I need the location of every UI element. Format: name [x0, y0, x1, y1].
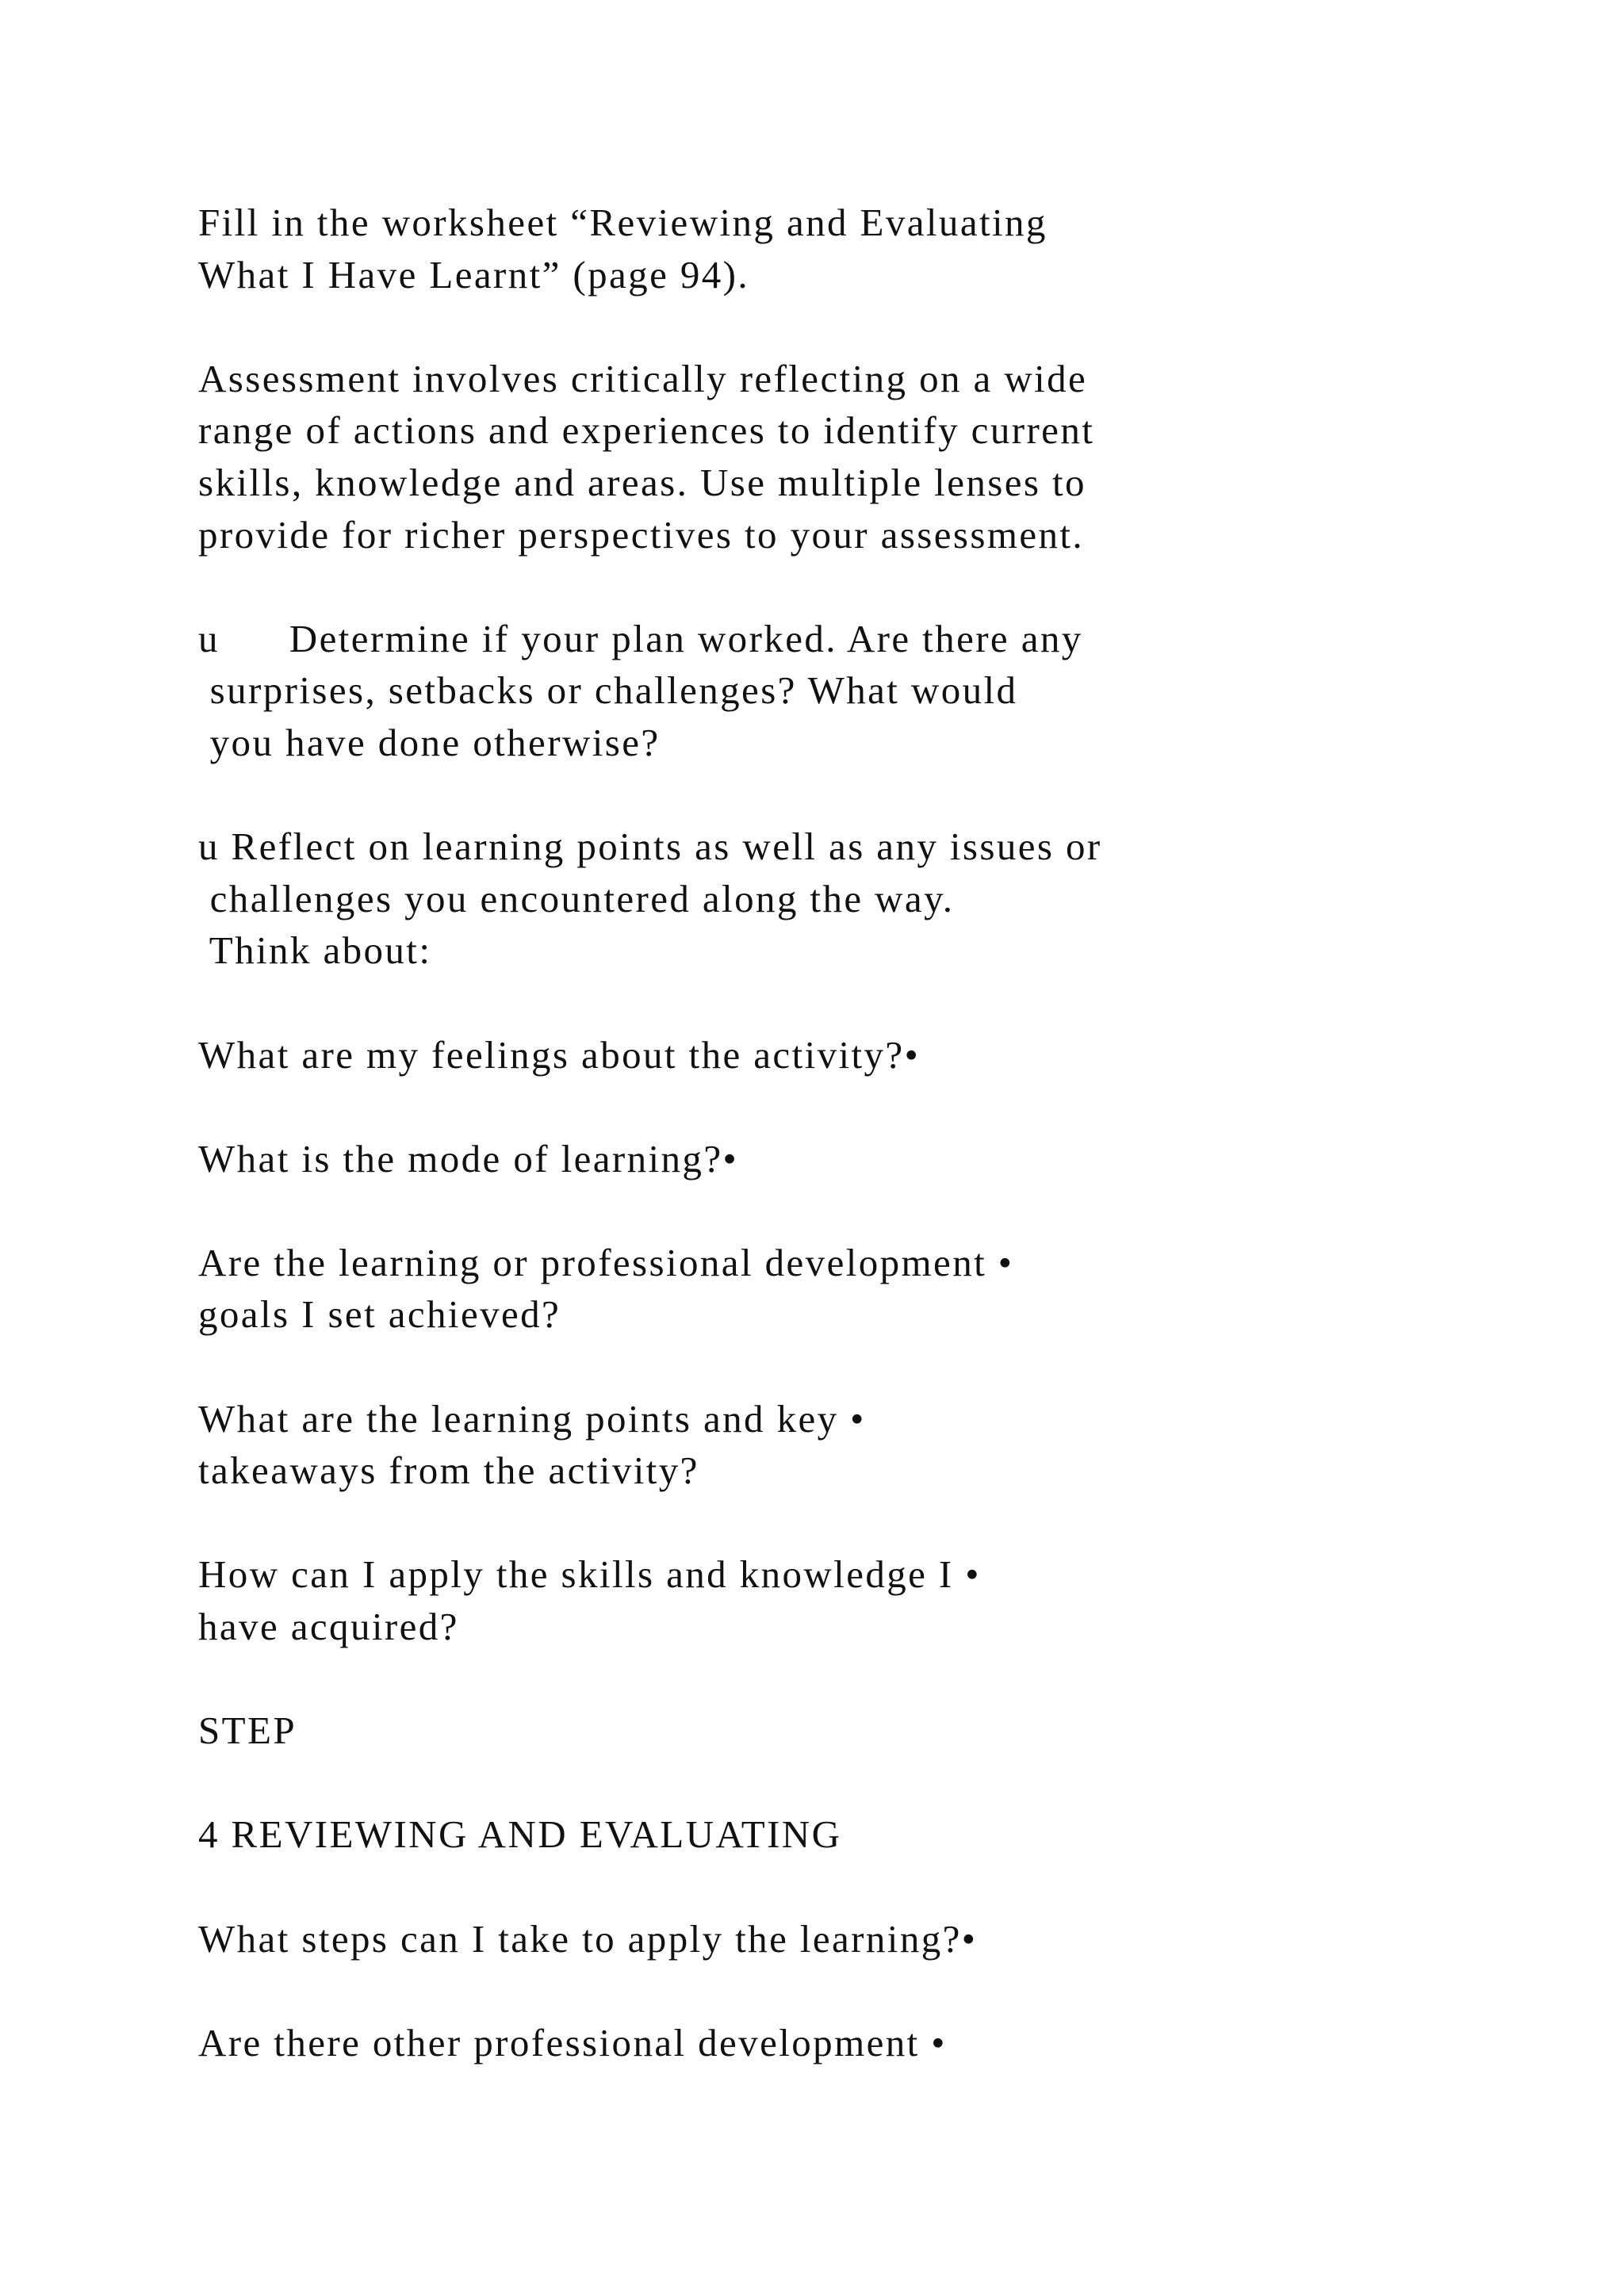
text-line: u Reflect on learning points as well as any issues or — [198, 825, 1102, 869]
text-line: skills, knowledge and areas. Use multiple lenses to — [198, 460, 1086, 504]
text-line: goals I set achieved? — [198, 1292, 561, 1337]
question-goals — [198, 1237, 1546, 1341]
question-steps: What steps can I take to apply the learning?• — [198, 1916, 978, 1961]
paragraph-gap — [198, 1653, 1546, 1705]
paragraph-gap — [198, 1757, 1546, 1809]
paragraph-gap — [198, 1184, 1546, 1237]
text-line: What I Have Learnt” (page 94). — [198, 252, 750, 297]
paragraph-gap — [198, 1341, 1546, 1393]
step-heading: 4 REVIEWING AND EVALUATING — [198, 1812, 842, 1857]
question-apply — [198, 1548, 1546, 1652]
text-line: you have done otherwise? — [198, 720, 661, 764]
step-label: STEP — [198, 1709, 297, 1753]
paragraph-gap — [198, 561, 1546, 613]
text-line: Assessment involves critically reflecting on a wide — [198, 356, 1088, 400]
text-line: u Determine if your plan worked. Are there any — [198, 616, 1083, 660]
paragraph-gap — [198, 1497, 1546, 1549]
question-other: Are there other professional development • — [198, 2020, 947, 2064]
text-line: have acquired? — [198, 1605, 459, 1649]
text-line: provide for richer perspectives to your assessment. — [198, 512, 1085, 557]
text-line: Think about: — [198, 928, 432, 973]
document-body — [198, 197, 1546, 2068]
text-line: Are the learning or professional development • — [198, 1240, 1014, 1284]
question-points — [198, 1393, 1546, 1497]
text-line: range of actions and experiences to identify current — [198, 408, 1095, 453]
text-line: challenges you encountered along the way. — [198, 876, 955, 920]
paragraph-gap — [198, 1861, 1546, 1913]
paragraph-gap — [198, 1965, 1546, 2017]
question-mode: What is the mode of learning?• — [198, 1136, 739, 1181]
paragraph-gap — [198, 1081, 1546, 1133]
question-feelings: What are my feelings about the activity?• — [198, 1032, 921, 1077]
intro-paragraph — [198, 197, 1546, 300]
text-line: surprises, setbacks or challenges? What would — [198, 668, 1018, 713]
bullet-reflect-paragraph — [198, 821, 1546, 977]
paragraph-gap — [198, 769, 1546, 821]
paragraph-gap — [198, 300, 1546, 353]
text-line: What are the learning points and key • — [198, 1396, 866, 1441]
paragraph-gap — [198, 977, 1546, 1029]
text-line: Fill in the worksheet “Reviewing and Evaluating — [198, 201, 1048, 244]
bullet-plan-paragraph — [198, 613, 1546, 769]
assessment-paragraph — [198, 353, 1546, 561]
text-line: takeaways from the activity? — [198, 1448, 699, 1493]
text-line: How can I apply the skills and knowledge I • — [198, 1552, 981, 1597]
